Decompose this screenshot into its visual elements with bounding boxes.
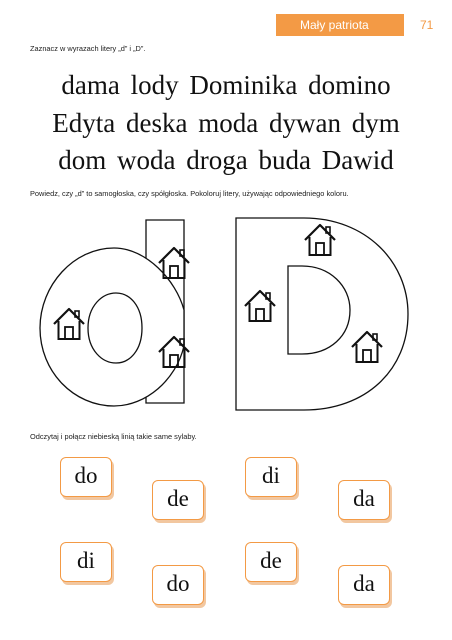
letters-d-outline — [36, 210, 416, 415]
page-number: 71 — [420, 18, 434, 32]
syllable-card[interactable]: di — [60, 542, 112, 582]
syllable-card[interactable]: do — [152, 565, 204, 605]
letter-d-lowercase — [40, 220, 184, 406]
task2-instruction: Powiedz, czy „d” to samogłoska, czy spółgłoska. Pokoloruj litery, używając odpowiedniego koloru. — [30, 189, 349, 198]
syllable-card[interactable]: di — [245, 457, 297, 497]
syllable-card[interactable]: da — [338, 565, 390, 605]
syllable-card[interactable]: da — [338, 480, 390, 520]
word-line-2: Edyta deska moda dywan dym — [52, 108, 400, 138]
task3-instruction: Odczytaj i połącz niebieską linią takie same sylaby. — [30, 432, 197, 441]
header-title: Mały patriota — [300, 18, 369, 32]
letter-d-uppercase — [236, 218, 408, 410]
word-line-3: dom woda droga buda Dawid — [58, 145, 394, 175]
word-line-1: dama lody Dominika domino — [61, 70, 391, 100]
syllable-card[interactable]: do — [60, 457, 112, 497]
syllable-card[interactable]: de — [152, 480, 204, 520]
syllable-card[interactable]: de — [245, 542, 297, 582]
task1-instruction: Zaznacz w wyrazach litery „d” i „D”. — [30, 44, 146, 53]
